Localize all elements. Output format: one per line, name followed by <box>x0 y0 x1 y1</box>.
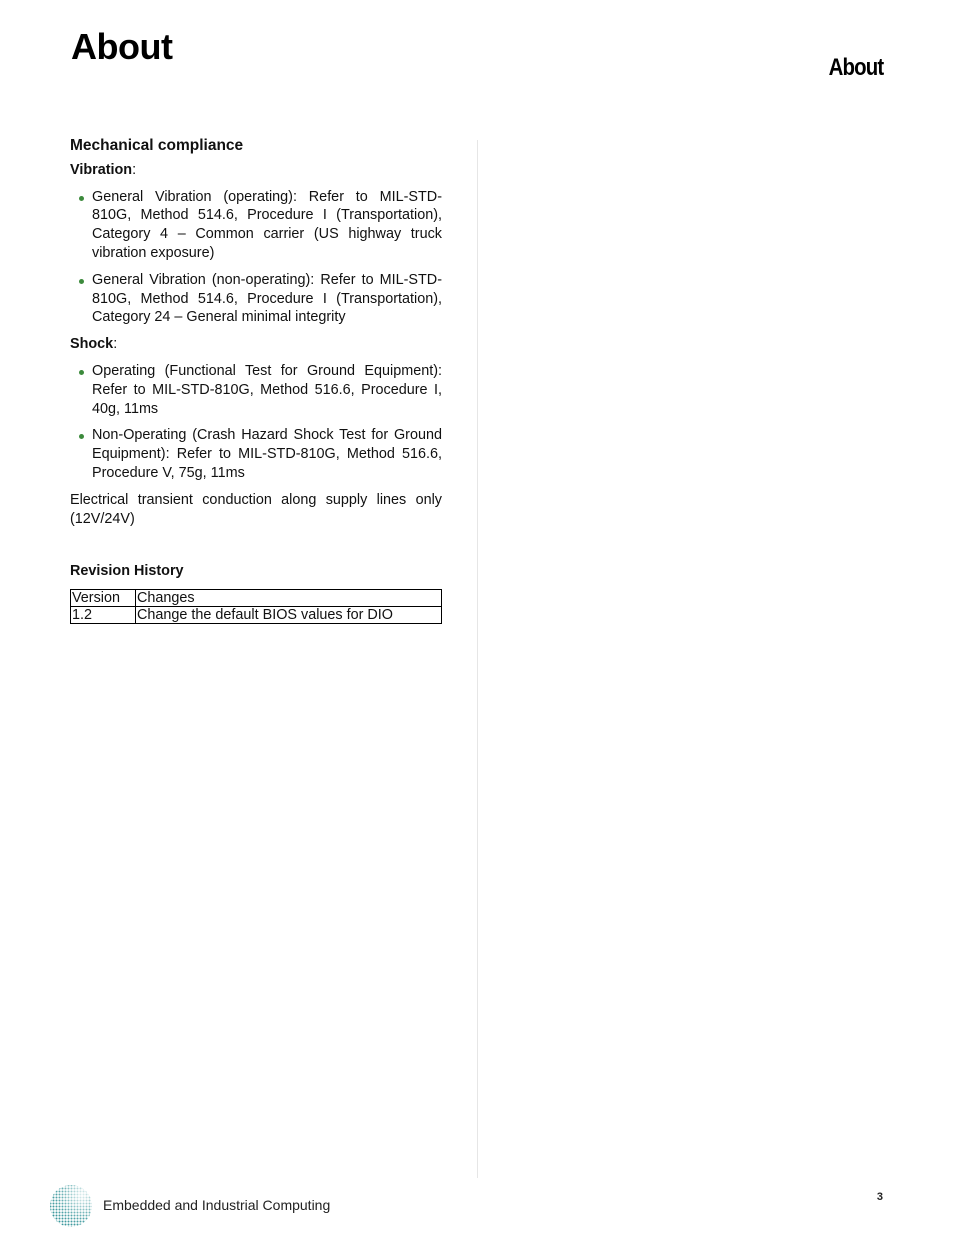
list-item-text: General Vibration (operating): Refer to MIL-STD-810G, Method 514.6, Procedure I (Transportation), Category 4 – Common carrier (US highway truck vibration exposure) <box>92 188 442 261</box>
list-item <box>70 188 442 263</box>
shock-heading <box>70 335 442 354</box>
shock-colon: : <box>113 336 118 353</box>
vibration-list <box>70 188 442 328</box>
column-header-version: Version <box>71 590 136 607</box>
table-row <box>71 607 442 624</box>
vibration-label: Vibration <box>70 161 133 178</box>
column-divider <box>477 140 478 1178</box>
column-header-changes: Changes <box>136 590 442 607</box>
vibration-heading <box>70 161 442 180</box>
content-column <box>70 137 442 624</box>
list-item-text: Operating (Functional Test for Ground Equipment): Refer to MIL-STD-810G, Method 516.6, Procedure I, 40g, 11ms <box>92 362 442 417</box>
running-header: About <box>828 54 883 81</box>
bullet-dot-icon <box>79 279 84 284</box>
shock-label: Shock <box>70 336 114 353</box>
revision-history-table <box>70 589 442 624</box>
footer-company-text: Embedded and Industrial Computing <box>103 1197 331 1213</box>
electrical-note: Electrical transient conduction along supply lines only (12V/24V) <box>70 491 442 527</box>
shock-list <box>70 362 442 483</box>
list-item <box>70 362 442 418</box>
bullet-dot-icon <box>79 196 84 201</box>
vibration-colon: : <box>132 161 137 178</box>
list-item <box>70 271 442 327</box>
globe-dots-logo-icon <box>49 1184 93 1228</box>
list-item <box>70 426 442 482</box>
bullet-dot-icon <box>79 370 84 375</box>
table-cell-changes: Change the default BIOS values for DIO <box>136 607 442 624</box>
list-item-text: General Vibration (non-operating): Refer to MIL-STD-810G, Method 514.6, Procedure I (Transportation), Category 24 – General minimal integrity <box>92 271 442 326</box>
bullet-dot-icon <box>79 434 84 439</box>
mechanical-compliance-heading: Mechanical compliance <box>70 137 244 154</box>
list-item-text: Non-Operating (Crash Hazard Shock Test for Ground Equipment): Refer to MIL-STD-810G, Method 516.6, Procedure V, 75g, 11ms <box>92 427 442 481</box>
page-number: 3 <box>876 1191 883 1203</box>
page-title: About <box>71 26 173 67</box>
table-cell-version: 1.2 <box>71 607 136 624</box>
table-header-row <box>71 590 442 607</box>
revision-history-heading: Revision History <box>70 563 184 580</box>
